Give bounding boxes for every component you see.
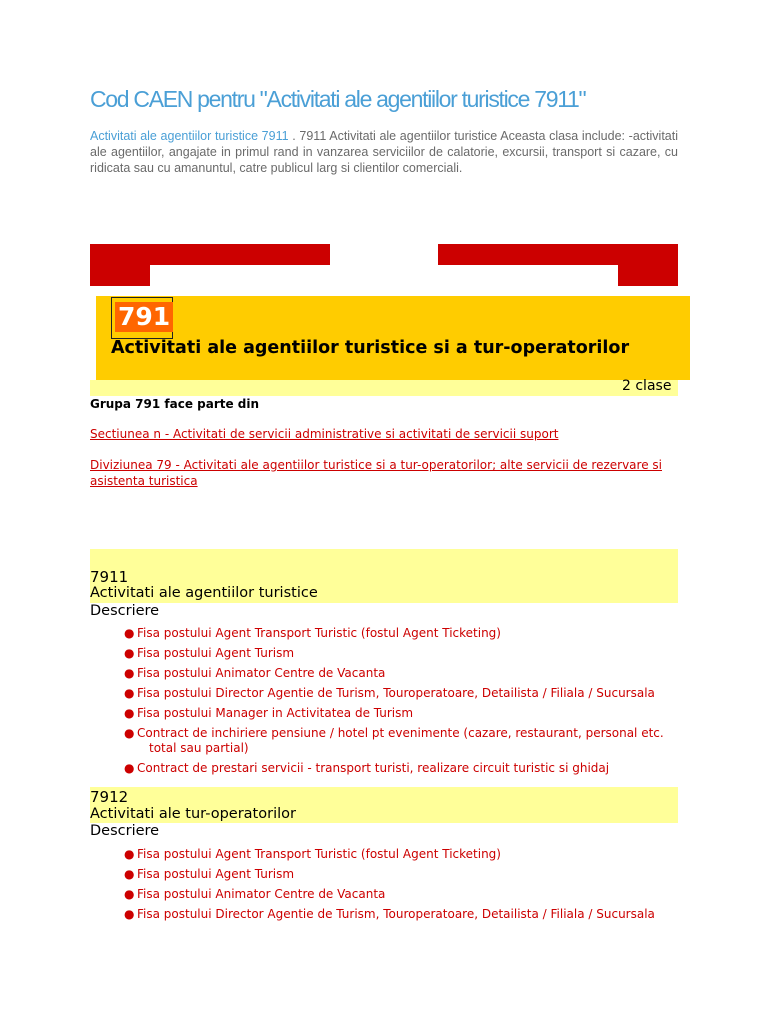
bullet-icon: ● [124,626,135,640]
diviziune-link[interactable] [90,458,680,489]
sectiune-link[interactable]: Sectiunea n - Activitati de servicii administrative si activitati de servicii suport [90,427,559,441]
bullet-icon: ● [124,761,135,775]
face-parte-label: Grupa 791 face parte din [90,397,260,411]
list-item[interactable]: ● Fisa postului Director Agentie de Turism, Touroperatoare, Detailista / Filiala / Sucursala [124,907,655,921]
list-item[interactable]: ● Fisa postului Animator Centre de Vacanta [124,887,386,901]
red-bar-right [438,244,678,265]
class-description-label: Descriere [90,823,160,839]
red-bar-right-stub [618,265,678,286]
list-item[interactable]: ● Fisa postului Animator Centre de Vacanta [124,666,386,680]
list-item[interactable]: ● Contract de prestari servicii - transport turisti, realizare circuit turistic si ghidaj [124,761,610,775]
bullet-icon: ● [124,706,135,720]
class-code: 7912 [90,788,129,806]
class-7911-items [120,626,680,781]
intro-paragraph [90,128,678,176]
list-item[interactable]: ● Fisa postului Agent Turism [124,867,295,881]
red-bar-left [90,244,330,265]
class-name: Activitati ale tur-operatorilor [90,806,296,822]
list-item[interactable]: ● Fisa postului Director Agentie de Turism, Touroperatoare, Detailista / Filiala / Sucursala [124,686,655,700]
list-item[interactable]: ● Contract de inchiriere pensiune / hotel pt evenimente (cazare, restaurant, personal etc. total sau partial) [124,726,664,755]
bullet-icon: ● [124,867,135,881]
bullet-icon: ● [124,726,135,740]
diviziune-line-2: asistenta turistica [90,473,198,488]
list-item[interactable]: ● Fisa postului Agent Turism [124,646,295,660]
class-7912-items [120,847,680,927]
class-name: Activitati ale agentiilor turistice [90,585,318,601]
bullet-icon: ● [124,887,135,901]
group-title: Activitati ale agentiilor turistice si a tur-operatorilor [111,338,630,358]
list-item[interactable]: ● Fisa postului Agent Transport Turistic (fostul Agent Ticketing) [124,626,501,640]
class-description-label: Descriere [90,603,160,619]
class-count: 2 clase [622,378,672,394]
bullet-icon: ● [124,907,135,921]
diviziune-line-1: Diviziunea 79 - Activitati ale agentiilor turistice si a tur-operatorilor; alte servicii de rezervare si [90,458,662,472]
list-item[interactable]: ● Fisa postului Agent Transport Turistic (fostul Agent Ticketing) [124,847,501,861]
bullet-icon: ● [124,847,135,861]
clase-row [90,380,620,396]
bullet-icon: ● [124,646,135,660]
bullet-icon: ● [124,686,135,700]
class-code: 7911 [90,568,129,586]
group-code-box [111,297,173,339]
intro-link[interactable]: Activitati ale agentiilor turistice 7911 [90,129,289,143]
red-bar-left-stub [90,265,150,286]
group-code: 791 [115,302,173,332]
bullet-icon: ● [124,666,135,680]
intro-text: . 7911 Activitati ale agentiilor turistice Aceasta clasa include: -activitati ale agentiilor, angajate in primul rand in vanzarea serviciilor de calatorie, excursii, transport si cazare, cu ridicata sau cu amanuntul, catre publicul larg si clientilor comerciali. [90,129,678,175]
page-title: Cod CAEN pentru "Activitati ale agentiilor turistice 7911" [90,86,586,112]
list-item[interactable]: ● Fisa postului Manager in Activitatea de Turism [124,706,414,720]
